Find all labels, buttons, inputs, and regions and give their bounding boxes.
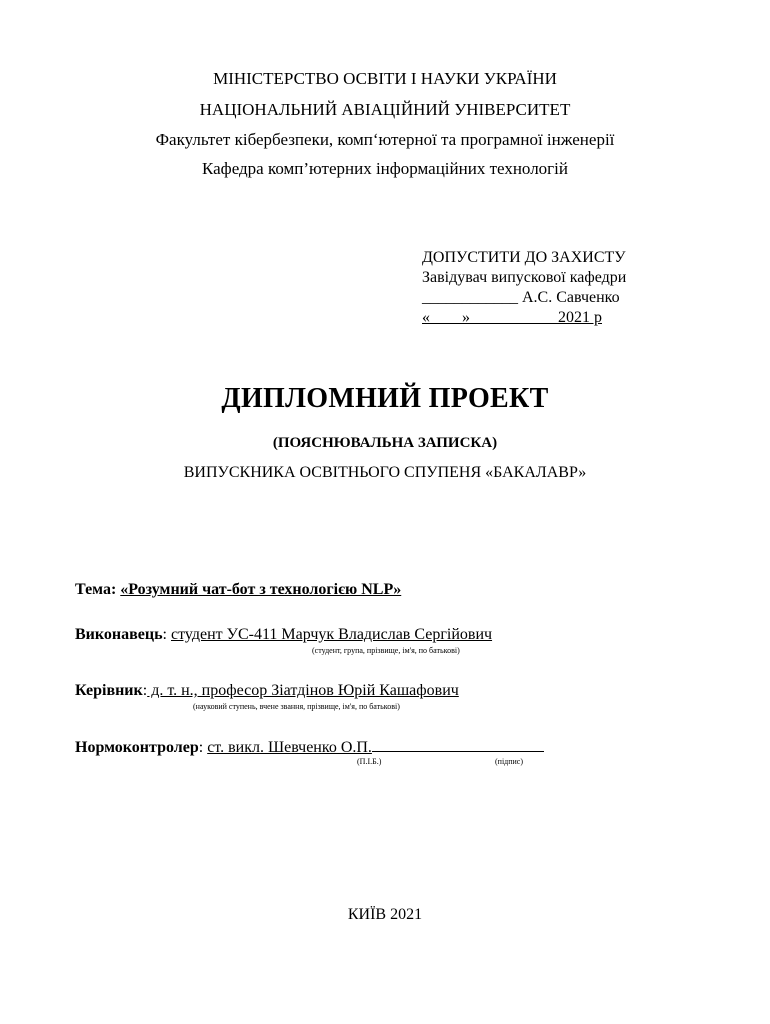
topic-row	[75, 581, 401, 599]
supervisor-label: Керівник	[75, 682, 143, 699]
performer-label: Виконавець	[75, 626, 163, 643]
normcontrol-separator: :	[198, 739, 208, 756]
supervisor-value: д. т. н., професор Зіатдінов Юрій Кашафович	[147, 682, 459, 699]
topic-label: Тема:	[75, 581, 117, 598]
signature-line	[372, 736, 544, 752]
normcontrol-label: Нормоконтролер	[75, 739, 199, 756]
performer-row	[75, 626, 492, 644]
performer-hint: (студент, група, прізвище, ім'я, по батькові)	[312, 646, 460, 655]
approval-date: «____» __________ 2021 р	[422, 309, 602, 326]
approval-head-of-dept: Завідувач випускової кафедри	[422, 269, 627, 286]
supervisor-row	[75, 682, 459, 700]
normcontrol-sign-hint: (підпис)	[495, 757, 524, 766]
department-line: Кафедра комп’ютерних інформаційних технологій	[202, 159, 568, 178]
faculty-line: Факультет кібербезпеки, комп‘ютерної та програмної інженерії	[155, 130, 615, 149]
document-subtitle: (ПОЯСНЮВАЛЬНА ЗАПИСКА)	[272, 435, 498, 451]
topic-value: «Розумний чат-бот з технологією NLP»	[120, 581, 402, 598]
degree-line: ВИПУСКНИКА ОСВІТНЬОГО СПУПЕНЯ «БАКАЛАВР»	[183, 464, 587, 481]
normcontrol-row	[75, 736, 544, 757]
performer-separator: :	[162, 626, 171, 643]
ministry-line: МІНІСТЕРСТВО ОСВІТИ І НАУКИ УКРАЇНИ	[213, 69, 557, 88]
performer-value: студент УС-411 Марчук Владислав Сергійович	[171, 626, 493, 643]
supervisor-hint: (науковий ступень, вчене звання, прізвище, ім'я, по батькові)	[193, 702, 400, 711]
approval-heading: ДОПУСТИТИ ДО ЗАХИСТУ	[422, 249, 626, 266]
normcontrol-value: ст. викл. Шевченко О.П.	[207, 739, 372, 756]
normcontrol-name-hint: (П.І.Б.)	[357, 757, 382, 766]
university-line: НАЦІОНАЛЬНИЙ АВІАЦІЙНИЙ УНІВЕРСИТЕТ	[199, 100, 571, 119]
approval-signature: ____________ А.С. Савченко	[422, 289, 620, 306]
supervisor-separator: :	[142, 682, 148, 699]
document-title: ДИПЛОМНИЙ ПРОЕКТ	[221, 383, 549, 414]
city-year: КИЇВ 2021	[347, 906, 423, 923]
